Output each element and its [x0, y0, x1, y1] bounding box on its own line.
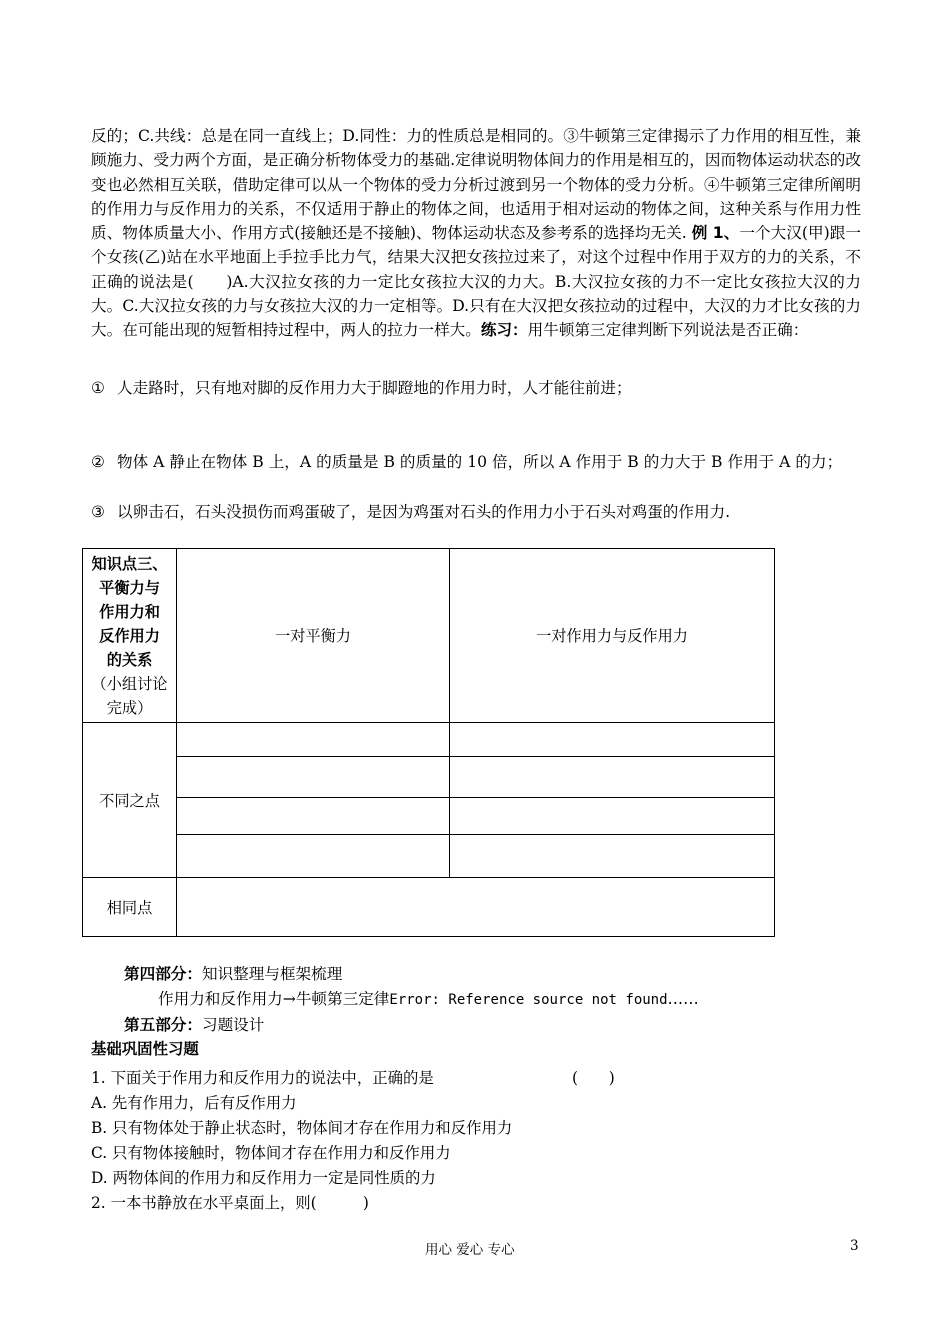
reference-error: Error: Reference source not found [389, 992, 668, 1008]
table-cell [177, 878, 775, 937]
comparison-table [82, 548, 775, 937]
answer-bracket: ( ) [572, 1069, 615, 1087]
table-header-row [83, 549, 775, 723]
intro-paragraph [91, 124, 861, 343]
part5-heading: 第五部分：习题设计 [124, 1016, 265, 1034]
table-row [83, 878, 775, 937]
table-cell [177, 798, 450, 835]
practice-label: 练习： [480, 321, 528, 340]
same-label-cell: 相同点 [83, 878, 177, 937]
table-cell [450, 798, 775, 835]
knowledge-point-cell: 知识点三、 平衡力与 作用力和 反作用力 的关系 （小组讨论 完成） [83, 549, 177, 723]
option-d: D. 两物体间的作用力和反作用力一定是同性质的力 [91, 1169, 436, 1187]
statement-3: ③ 以卵击石，石头没损伤而鸡蛋破了，是因为鸡蛋对石头的作用力小于石头对鸡蛋的作用力. [91, 503, 731, 521]
table-cell [450, 723, 775, 757]
table-row [83, 757, 775, 798]
part4-flow: 作用力和反作用力→牛顿第三定律Error: Reference source not found…… [158, 990, 699, 1008]
example-text: 一个大汉(甲)跟一个女孩(乙)站在水平地面上手拉手比力气，结果大汉把女孩拉过来了，对这个过程中作用于双方的力的关系，不正确的说法是( )A.大汉拉女孩的力一定比女孩拉大汉的力大。B.大汉拉女孩的力不一定比女孩拉大汉的力大。C.大汉拉女孩的力与女孩拉大汉的力一定相等。D.只有在大汉把女孩拉动的过程中，大汉的力才比女孩的力大。在可能出现的短暂相持过程中，两人的拉力一样大。 [91, 224, 861, 340]
part4-heading: 第四部分：知识整理与框架梳理 [124, 965, 343, 983]
question-2: 2. 一本书静放在水平桌面上，则( ) [91, 1194, 369, 1212]
statement-2: ② 物体 A 静止在物体 B 上，A 的质量是 B 的质量的 10 倍，所以 A 作用于 B 的力大于 B 作用于 A 的力； [91, 453, 843, 471]
question-1: 1. 下面关于作用力和反作用力的说法中，正确的是 ( ) [91, 1066, 434, 1088]
option-a: A. 先有作用力，后有反作用力 [91, 1094, 297, 1112]
table-cell [177, 757, 450, 798]
option-b: B. 只有物体处于静止状态时，物体间才存在作用力和反作用力 [91, 1119, 513, 1137]
table-cell [177, 835, 450, 878]
table-cell [177, 723, 450, 757]
difference-label-cell: 不同之点 [83, 723, 177, 878]
statement-1: ① 人走路时，只有地对脚的反作用力大于脚蹬地的作用力时，人才能往前进； [91, 379, 632, 397]
practice-intro: 用牛顿第三定律判断下列说法是否正确： [527, 321, 809, 340]
table-row [83, 798, 775, 835]
intro-text-1: 反的；C.共线：总是在同一直线上；D.同性：力的性质总是相同的。③牛顿第三定律揭示了力作用的相互性，兼顾施力、受力两个方面，是正确分析物体受力的基础.定律说明物体间力的作用是相互的，因而物体运动状态的改变也必然相互关联，借助定律可以从一个物体的受力分析过渡到另一个物体的受力分析。④牛顿第三定律所阐明的作用力与反作用力的关系，不仅适用于静止的物体之间，也适用于相对运动的物体之间，这种关系与作用力性质、物体质量大小、作用方式(接触还是不接触)、物体运动状态及参考系的选择均无关. [91, 127, 861, 243]
table-row [83, 723, 775, 757]
action-reaction-header: 一对作用力与反作用力 [450, 549, 775, 723]
basic-exercises-heading: 基础巩固性习题 [91, 1040, 199, 1058]
page-number: 3 [850, 1238, 859, 1254]
option-c: C. 只有物体接触时，物体间才存在作用力和反作用力 [91, 1144, 451, 1162]
table-cell [450, 835, 775, 878]
table-row [83, 835, 775, 878]
example-label: 例 1、 [691, 224, 740, 243]
table-cell [450, 757, 775, 798]
balance-force-header: 一对平衡力 [177, 549, 450, 723]
footer-motto: 用心 爱心 专心 [425, 1242, 515, 1258]
